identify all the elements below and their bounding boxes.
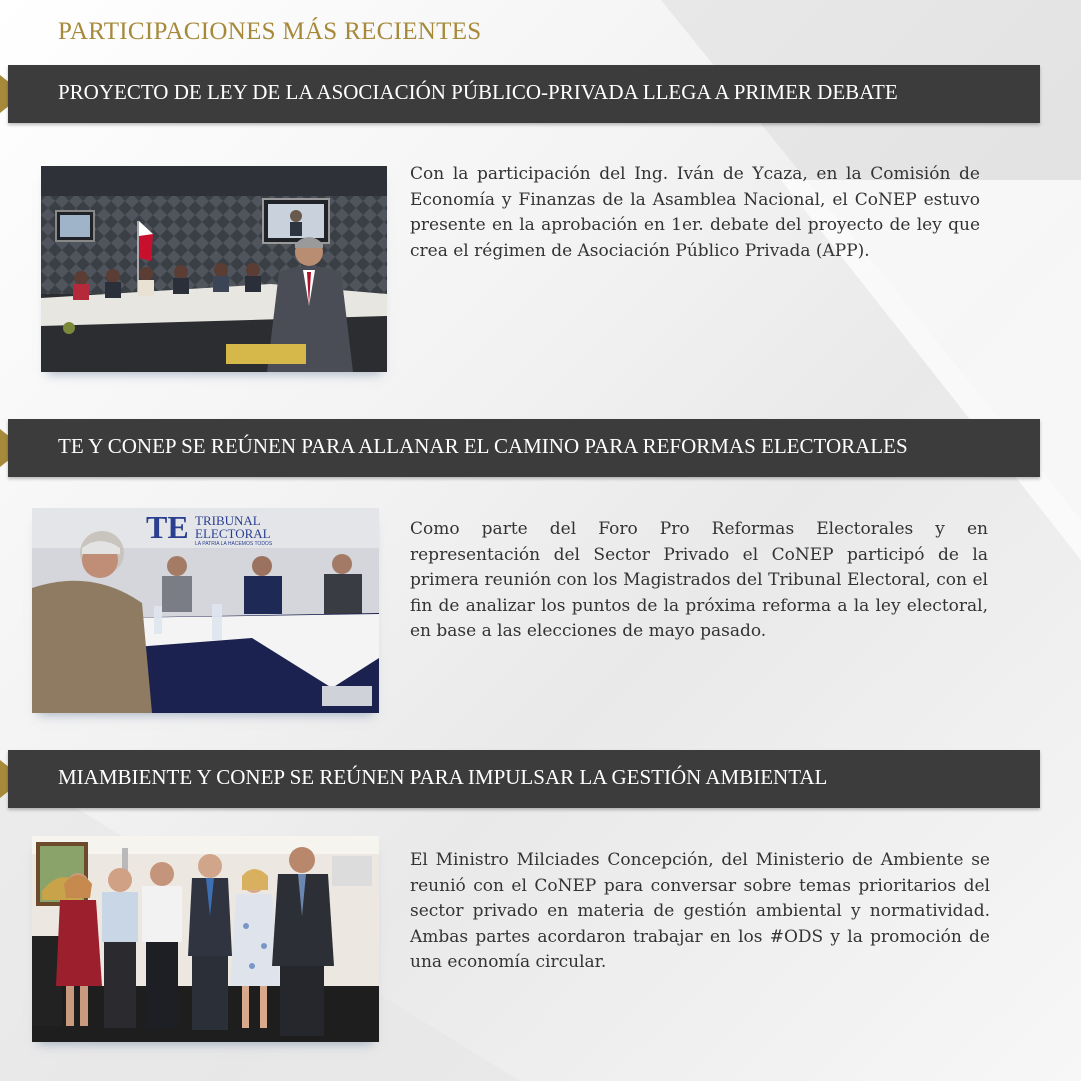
photo-illustration <box>32 508 379 713</box>
article-photo-miambiente <box>32 836 379 1042</box>
article-text: Con la participación del Ing. Iván de Ycaza, en la Comisión de Economía y Finanzas de la Asamblea Nacional, el CoNEP estuvo presente en la aprobación en 1er. debate del proyecto de ley que crea el régimen de Asociación Público Privada (APP). <box>410 164 980 261</box>
tribunal-logo-line2: ELECTORAL <box>195 526 271 541</box>
tribunal-logo-line1: TRIBUNAL <box>195 513 261 528</box>
article-title: MIAMBIENTE Y CONEP SE REÚNEN PARA IMPULSAR LA GESTIÓN AMBIENTAL <box>58 765 828 789</box>
article-title: TE Y CONEP SE REÚNEN PARA ALLANAR EL CAMINO PARA REFORMAS ELECTORALES <box>58 434 908 458</box>
page-title: PARTICIPACIONES MÁS RECIENTES <box>58 18 482 45</box>
tribunal-logo-mark: TE <box>146 509 189 545</box>
article-banner <box>8 65 1040 123</box>
article-text: El Ministro Milciades Concepción, del Ministerio de Ambiente se reunió con el CoNEP para conversar sobre temas prioritarios del sector privado en materia de gestión ambiental y normatividad. Ambas partes acordaron trabajar en los #ODS y la promoción de una economía circular. <box>410 850 990 972</box>
tribunal-logo-tagline: LA PATRIA LA HACEMOS TODOS <box>195 541 273 547</box>
photo-illustration <box>41 166 387 372</box>
article-banner <box>8 419 1040 477</box>
article-text: Como parte del Foro Pro Reformas Electorales y en representación del Sector Privado el CoNEP participó de la primera reunión con los Magistrados del Tribunal Electoral, con el fin de analizar los puntos de la próxima reforma a la ley electoral, en base a las elecciones de mayo pasado. <box>410 519 988 641</box>
article-title: PROYECTO DE LEY DE LA ASOCIACIÓN PÚBLICO-PRIVADA LLEGA A PRIMER DEBATE <box>58 80 898 104</box>
article-banner <box>8 750 1040 808</box>
article-photo-tribunal <box>32 508 379 713</box>
photo-illustration <box>32 836 379 1042</box>
article-photo-commission <box>41 166 387 372</box>
